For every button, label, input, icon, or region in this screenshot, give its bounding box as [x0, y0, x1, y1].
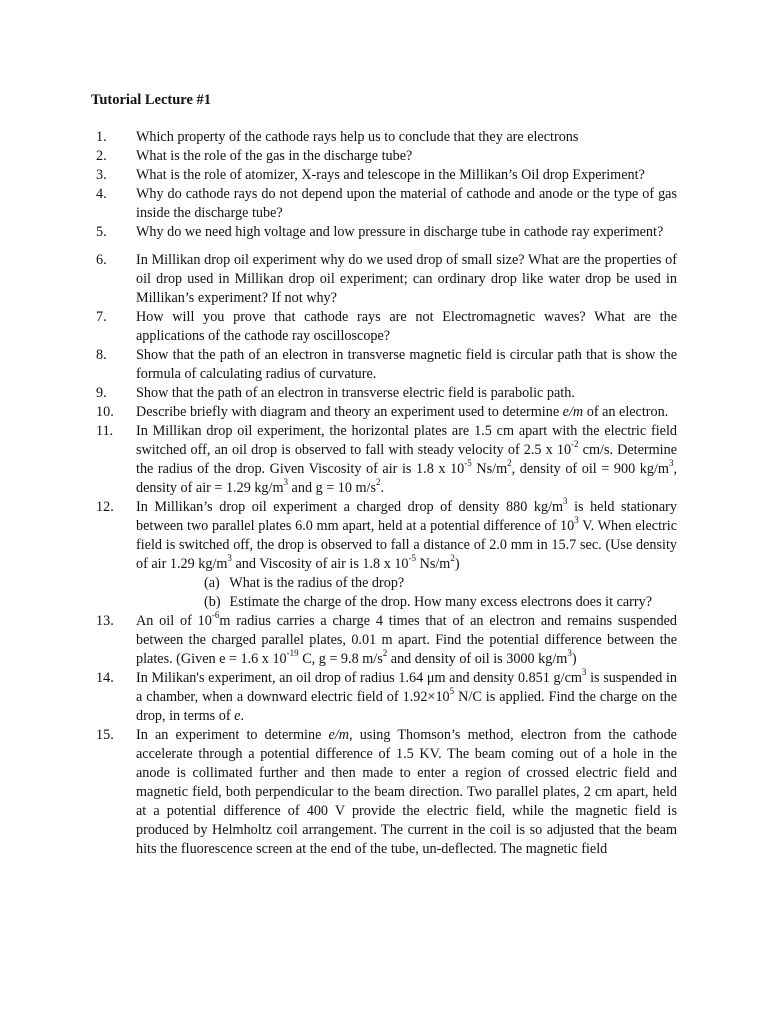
page-title: Tutorial Lecture #1	[91, 92, 212, 108]
question-list	[0, 128, 768, 859]
list-item: 8. Show that the path of an electron in transverse magnetic field is circular path that is show the formula of calculating radius of curvature.	[96, 347, 677, 382]
list-item: 10. Describe briefly with diagram and theory an experiment used to determine e/m of an electron.	[96, 404, 669, 420]
list-item: 2. What is the role of the gas in the discharge tube?	[96, 148, 413, 164]
list-item: 15. In an experiment to determine e/m, using Thomson’s method, electron from the cathode accelerate through a potential difference of 1.5 KV. The beam coming out of a hole in the anode is collimated further and then made to enter a region of crossed electric field and magnetic field, both perpendicular to the beam direction. Two parallel plates, 2 cm apart, held at a potential difference of 400 V provide the electric field, while the magnetic field is produced by Helmholtz coil arrangement. The current in the coil is so adjusted that the beam hits the fluorescence screen at the end of the tube, un-deflected. The magnetic field	[96, 727, 677, 857]
list-item: 12. In Millikan’s drop oil experiment a charged drop of density 880 $kg/m^3$ is held stationary between two parallel plates 6.0 mm apart, held at a potential difference of $10^3$ V. When electric field is switched off, the drop is observed to fall a distance of 2.0 mm in 15.7 sec. (Use density of air 1.29 $kg/m^3$ and Viscosity of air is 1.8 x $10^{-5}$ $Ns/m^2$) (a) What is the radius of the drop? (b) Estimate the charge of the drop. How many excess electrons does it carry?	[96, 496, 677, 610]
list-item: 3. What is the role of atomizer, X-rays and telescope in the Millikan’s Oil drop Experiment?	[96, 167, 645, 183]
list-item: 6. In Millikan drop oil experiment why do we used drop of small size? What are the properties of oil drop used in Millikan drop oil experiment; can ordinary drop like water drop be used in Millikan’s experiment? If not why?	[96, 252, 677, 306]
list-item: 13. An oil of $10^{-6}m$ radius carries a charge 4 times that of an electron and remains suspended between the charged parallel plates, 0.01 m apart. Find the potential difference between the plates. (Given e = 1.6 x $10^{-19}$ C, g = 9.8 $m/s^2$ and density of oil is 3000 $kg/m^3$)	[96, 610, 678, 667]
sub-question-b: (b) Estimate the charge of the drop. How many excess electrons does it carry?	[204, 594, 652, 610]
list-item: 11. In Millikan drop oil experiment, the horizontal plates are 1.5 cm apart with the electric field switched off, an oil drop is observed to fall with steady velocity of 2.5 x $10^{-2}$ cm/s. Determine the radius of the drop. Given Viscosity of air is 1.8 x $10^{-5}$ $Ns/m^2$, density of oil = 900 $kg/m^3$, density of air = 1.29 $kg/m^3$ and g = 10 $m/s^2$.	[96, 423, 678, 496]
list-item: 14. In Milikan's experiment, an oil drop of radius 1.64 μm and density 0.851 $g/cm^3$ is suspended in a chamber, when a downward electric field of $1.92\times 10^5$ N/C is applied. Find the charge on the drop, in terms of e.	[96, 667, 678, 724]
sub-question-a: (a) What is the radius of the drop?	[204, 575, 405, 591]
list-item: 9. Show that the path of an electron in transverse electric field is parabolic path.	[96, 385, 575, 401]
list-item: 4. Why do cathode rays do not depend upon the material of cathode and anode or the type of gas inside the discharge tube?	[96, 186, 677, 221]
list-item: 7. How will you prove that cathode rays are not Electromagnetic waves? What are the applications of the cathode ray oscilloscope?	[96, 309, 677, 344]
list-item: 5. Why do we need high voltage and low pressure in discharge tube in cathode ray experiment?	[96, 224, 664, 240]
list-item: 1. Which property of the cathode rays help us to conclude that they are electrons	[96, 129, 579, 145]
